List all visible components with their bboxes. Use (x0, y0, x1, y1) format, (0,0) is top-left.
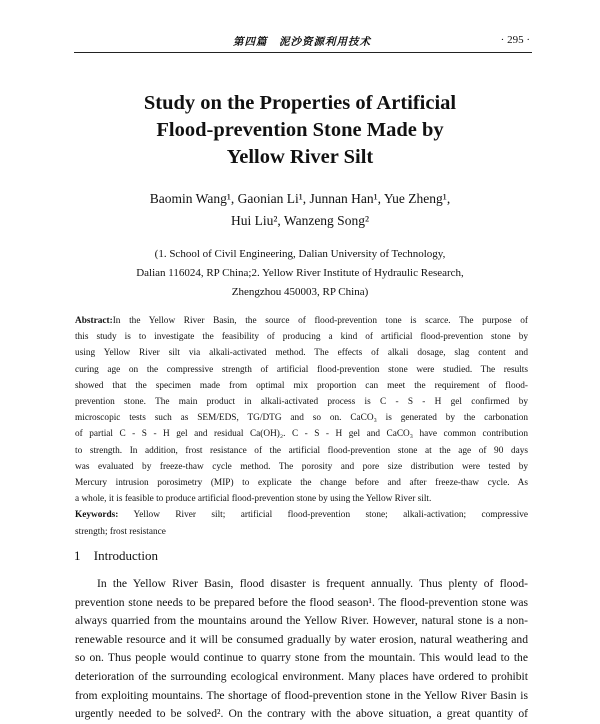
authors-line-2: Hui Liu², Wanzeng Song² (231, 213, 369, 228)
introduction-text (75, 575, 528, 724)
paper-title (60, 90, 540, 171)
abstract-line: Abstract:In the Yellow River Basin, the source of flood-prevention tone is scarce. The purpose of (75, 316, 528, 326)
title-line-3: Yellow River Silt (226, 146, 374, 168)
abstract-line: prevention stone. The main product in alkali-activated process is C - S - H gel confirmed by (75, 397, 528, 408)
author-list (60, 188, 540, 232)
affiliations (60, 245, 540, 302)
keywords-line: strength; frost resistance (75, 526, 166, 537)
header-rule (74, 52, 532, 53)
title-line-1: Study on the Properties of Artificial (143, 92, 457, 114)
keywords-label: Keywords: (75, 510, 119, 521)
abstract-line: to strength. In addition, frost resistance of the artificial flood-prevention stone at the age of 90 days (75, 445, 528, 456)
body-line: so on. Thus people would continue to quarry stone from the mountain. This would lead to the (75, 651, 528, 665)
abstract-line: microscopic tests such as SEM/EDS, TG/DTG and so on. CaCO₃ is generated by the carbonation (75, 413, 528, 424)
abstract-label: Abstract: (75, 316, 113, 326)
running-title: 第四篇 泥沙资源利用技术 (233, 36, 371, 48)
affiliation-line-2: Dalian 116024, RP China;2. Yellow River Institute of Hydraulic Research, (136, 267, 464, 279)
body-line: always quarried from the mountains around the Yellow River. However, natural stone is a non- (75, 614, 528, 628)
abstract-line: this study is to investigate the feasibility of producing a kind of artificial flood-prevention stone by (75, 332, 528, 343)
abstract-line: using Yellow River silt via alkali-activated method. The effects of alkali dosage, slag content and (75, 348, 528, 359)
body-line: urgently needed to be solved². On the contrary with the above situation, a great quantity of (75, 707, 528, 721)
abstract-line: was evaluated by freeze-thaw cycle method. The porosity and pore size distribution were tested by (75, 461, 528, 472)
section-heading (74, 548, 158, 564)
body-line: prevention stone needs to be prepared before the flood season¹. The flood-prevention stone was (75, 595, 528, 609)
body-line: from exploiting mountains. The shortage of flood-prevention stone in the Yellow River Basin is (75, 688, 528, 702)
abstract-line: curing age on the compressive strength of artificial flood-prevention stone were studied. The results (75, 364, 528, 375)
abstract-line: of partial C - S - H gel and residual Ca(OH)₂. C - S - H gel and CaCO₃ have common contribution (75, 429, 528, 440)
body-line: In the Yellow River Basin, flood disaster is frequent annually. Thus plenty of flood- (97, 577, 528, 590)
body-line: renewable resource and it will be consumed gradually by water erosion, natural weathering and (75, 632, 528, 646)
section-number: 1 (74, 548, 81, 563)
affiliation-line-3: Zhengzhou 450003, RP China) (231, 286, 369, 298)
affiliation-line-1: (1. School of Civil Engineering, Dalian University of Technology, (154, 248, 446, 260)
body-line: deterioration of the surrounding ecological environment. Many places have ordered to prohibit (75, 669, 528, 683)
abstract-line: Mercury intrusion porosimetry (MIP) to explicate the change before and after freeze-thaw cycle. As (75, 478, 528, 489)
section-title: Introduction (93, 548, 159, 563)
abstract-line: showed that the specimen made from optimal mix proportion can meet the requirement of flood- (75, 380, 528, 391)
abstract-line: a whole, it is feasible to produce artificial flood-prevention stone by using the Yellow River silt. (75, 494, 432, 505)
keywords-line: Keywords: Yellow River silt; artificial flood-prevention stone; alkali-activation; compressive (75, 510, 528, 521)
title-line-2: Flood-prevention Stone Made by (156, 119, 444, 141)
abstract (75, 313, 528, 540)
authors-line-1: Baomin Wang¹, Gaonian Li¹, Junnan Han¹, Yue Zheng¹, (149, 191, 451, 206)
page-number: · 295 · (500, 34, 530, 46)
running-header (75, 34, 530, 52)
